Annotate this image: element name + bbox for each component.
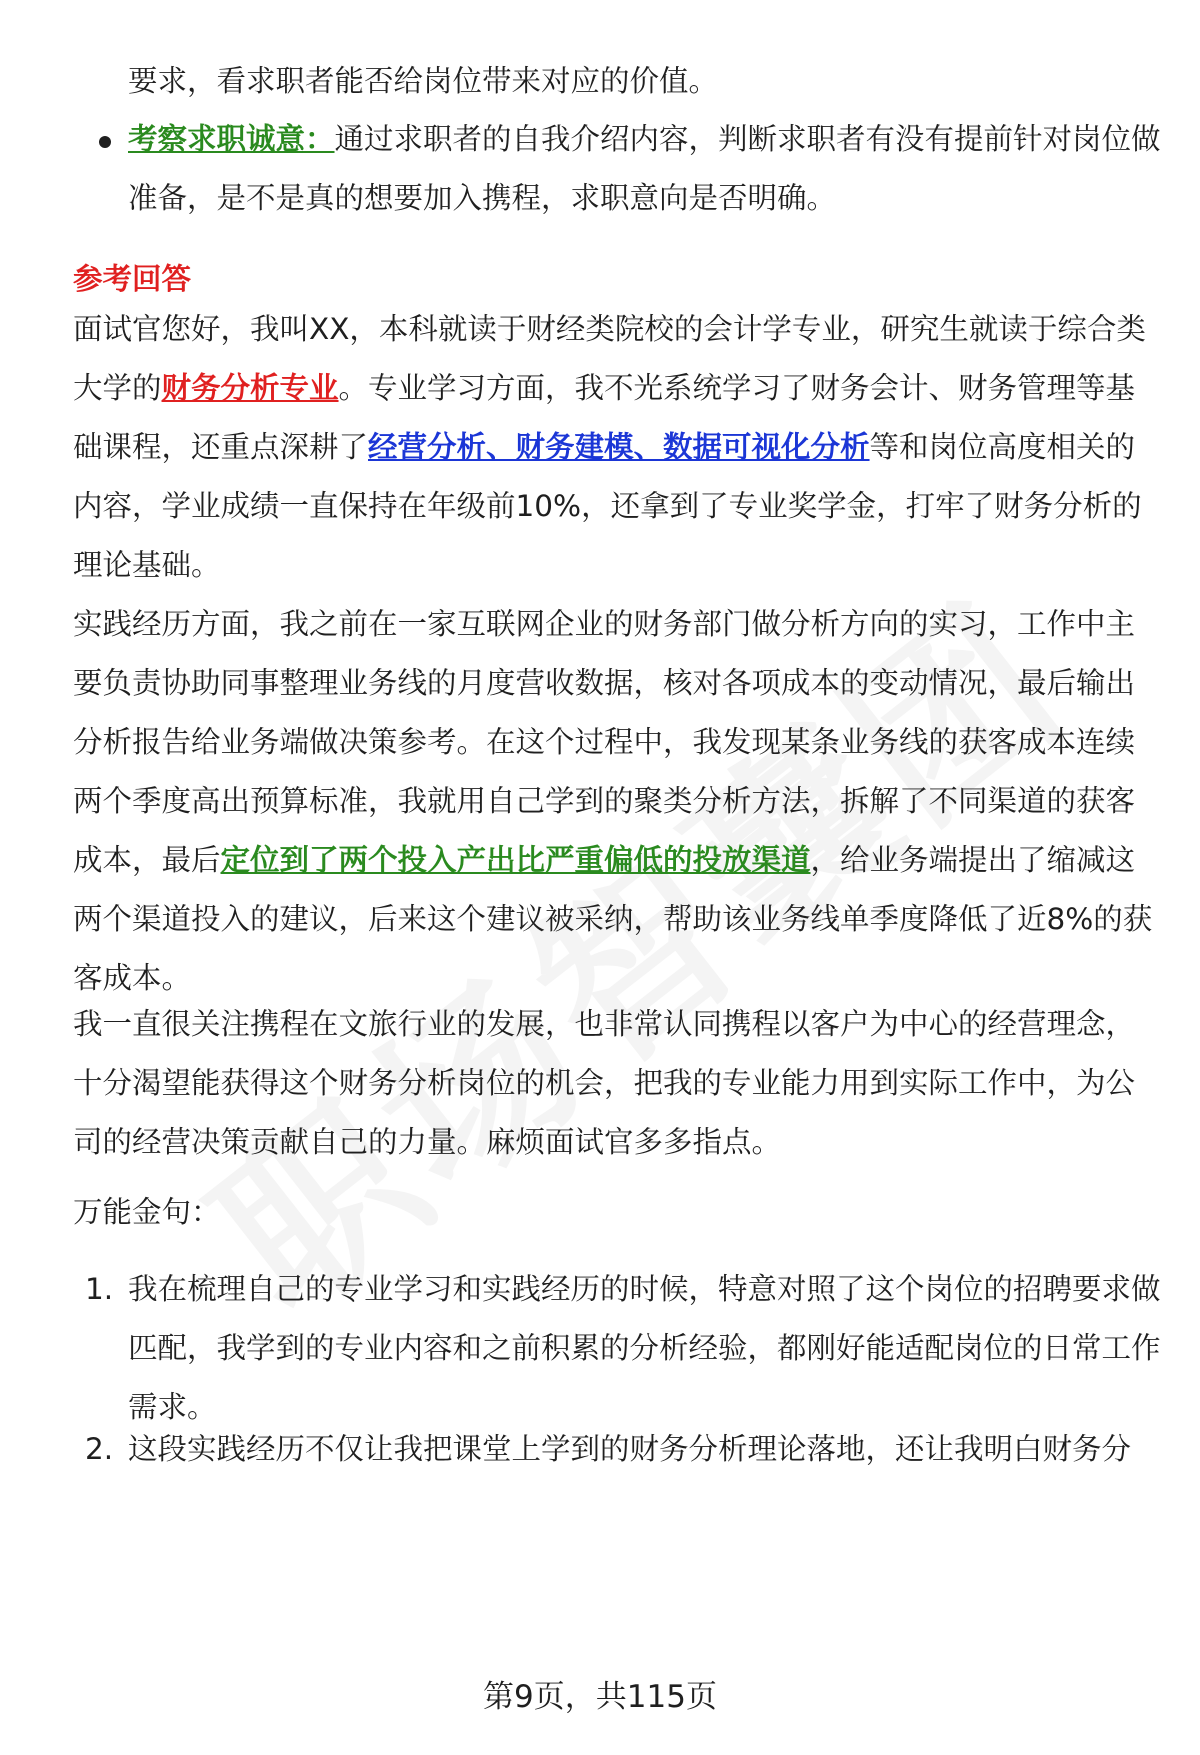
para2-text-2: ，给业务端提出了缩减这两个渠道投入的建议，后来这个建议被采纳，帮助该业务线单季度降低了近8%的获客成本。 — [73, 843, 1153, 995]
bullet-item — [128, 110, 1168, 228]
para1-text-2: 。专业学习方面，我不光系统学习了财务会计、财务管理等基础课程，还重点深耕了 — [73, 371, 1136, 464]
paragraph-motivation: 我一直很关注携程在文旅行业的发展，也非常认同携程以客户为中心的经营理念，十分渴望能获得这个财务分析岗位的机会，把我的专业能力用到实际工作中，为公司的经营决策贡献自己的力量。麻烦面试官多多指点。 — [73, 1007, 1136, 1159]
highlight-courses: 经营分析、财务建模、数据可视化分析 — [368, 430, 870, 464]
section-heading: 参考回答 — [73, 262, 192, 296]
bullet-text: 通过求职者的自我介绍内容，判断求职者有没有提前针对岗位做准备，是不是真的想要加入携程，求职意向是否明确。 — [128, 122, 1161, 215]
highlight-result: 定位到了两个投入产出比严重偏低的投放渠道 — [220, 843, 811, 877]
bullet-label: 考察求职诚意： — [128, 122, 335, 156]
continuation-text: 要求，看求职者能否给岗位带来对应的价值。 — [128, 64, 719, 98]
golden-sentences-label: 万能金句： — [73, 1195, 221, 1229]
list-item: 这段实践经历不仅让我把课堂上学到的财务分析理论落地，还让我明白财务分 — [128, 1432, 1132, 1466]
list-item: 我在梳理自己的专业学习和实践经历的时候，特意对照了这个岗位的招聘要求做匹配，我学到的专业内容和之前积累的分析经验，都刚好能适配岗位的日常工作需求。 — [128, 1272, 1161, 1424]
page-number: 第9页，共115页 — [483, 1679, 717, 1715]
list-number: 2. — [85, 1432, 114, 1466]
para2-text-1: 实践经历方面，我之前在一家互联网企业的财务部门做分析方向的实习，工作中主要负责协助同事整理业务线的月度营收数据，核对各项成本的变动情况，最后输出分析报告给业务端做决策参考。在这个过程中，我发现某条业务线的获客成本连续两个季度高出预算标准，我就用自己学到的聚类分析方法，拆解了不同渠道的获客成本，最后 — [73, 607, 1136, 877]
para1-text-1: 面试官您好，我叫XX，本科就读于财经类院校的会计学专业，研究生就读于综合类大学的 — [73, 312, 1146, 405]
paragraph-experience — [73, 595, 1163, 1008]
bullet-icon — [99, 136, 111, 148]
highlight-major: 财务分析专业 — [161, 371, 339, 405]
para1-text-3: 等和岗位高度相关的内容，学业成绩一直保持在年级前10%，还拿到了专业奖学金，打牢了财务分析的理论基础。 — [73, 430, 1142, 582]
list-number: 1. — [85, 1272, 114, 1306]
paragraph-education — [73, 300, 1163, 595]
